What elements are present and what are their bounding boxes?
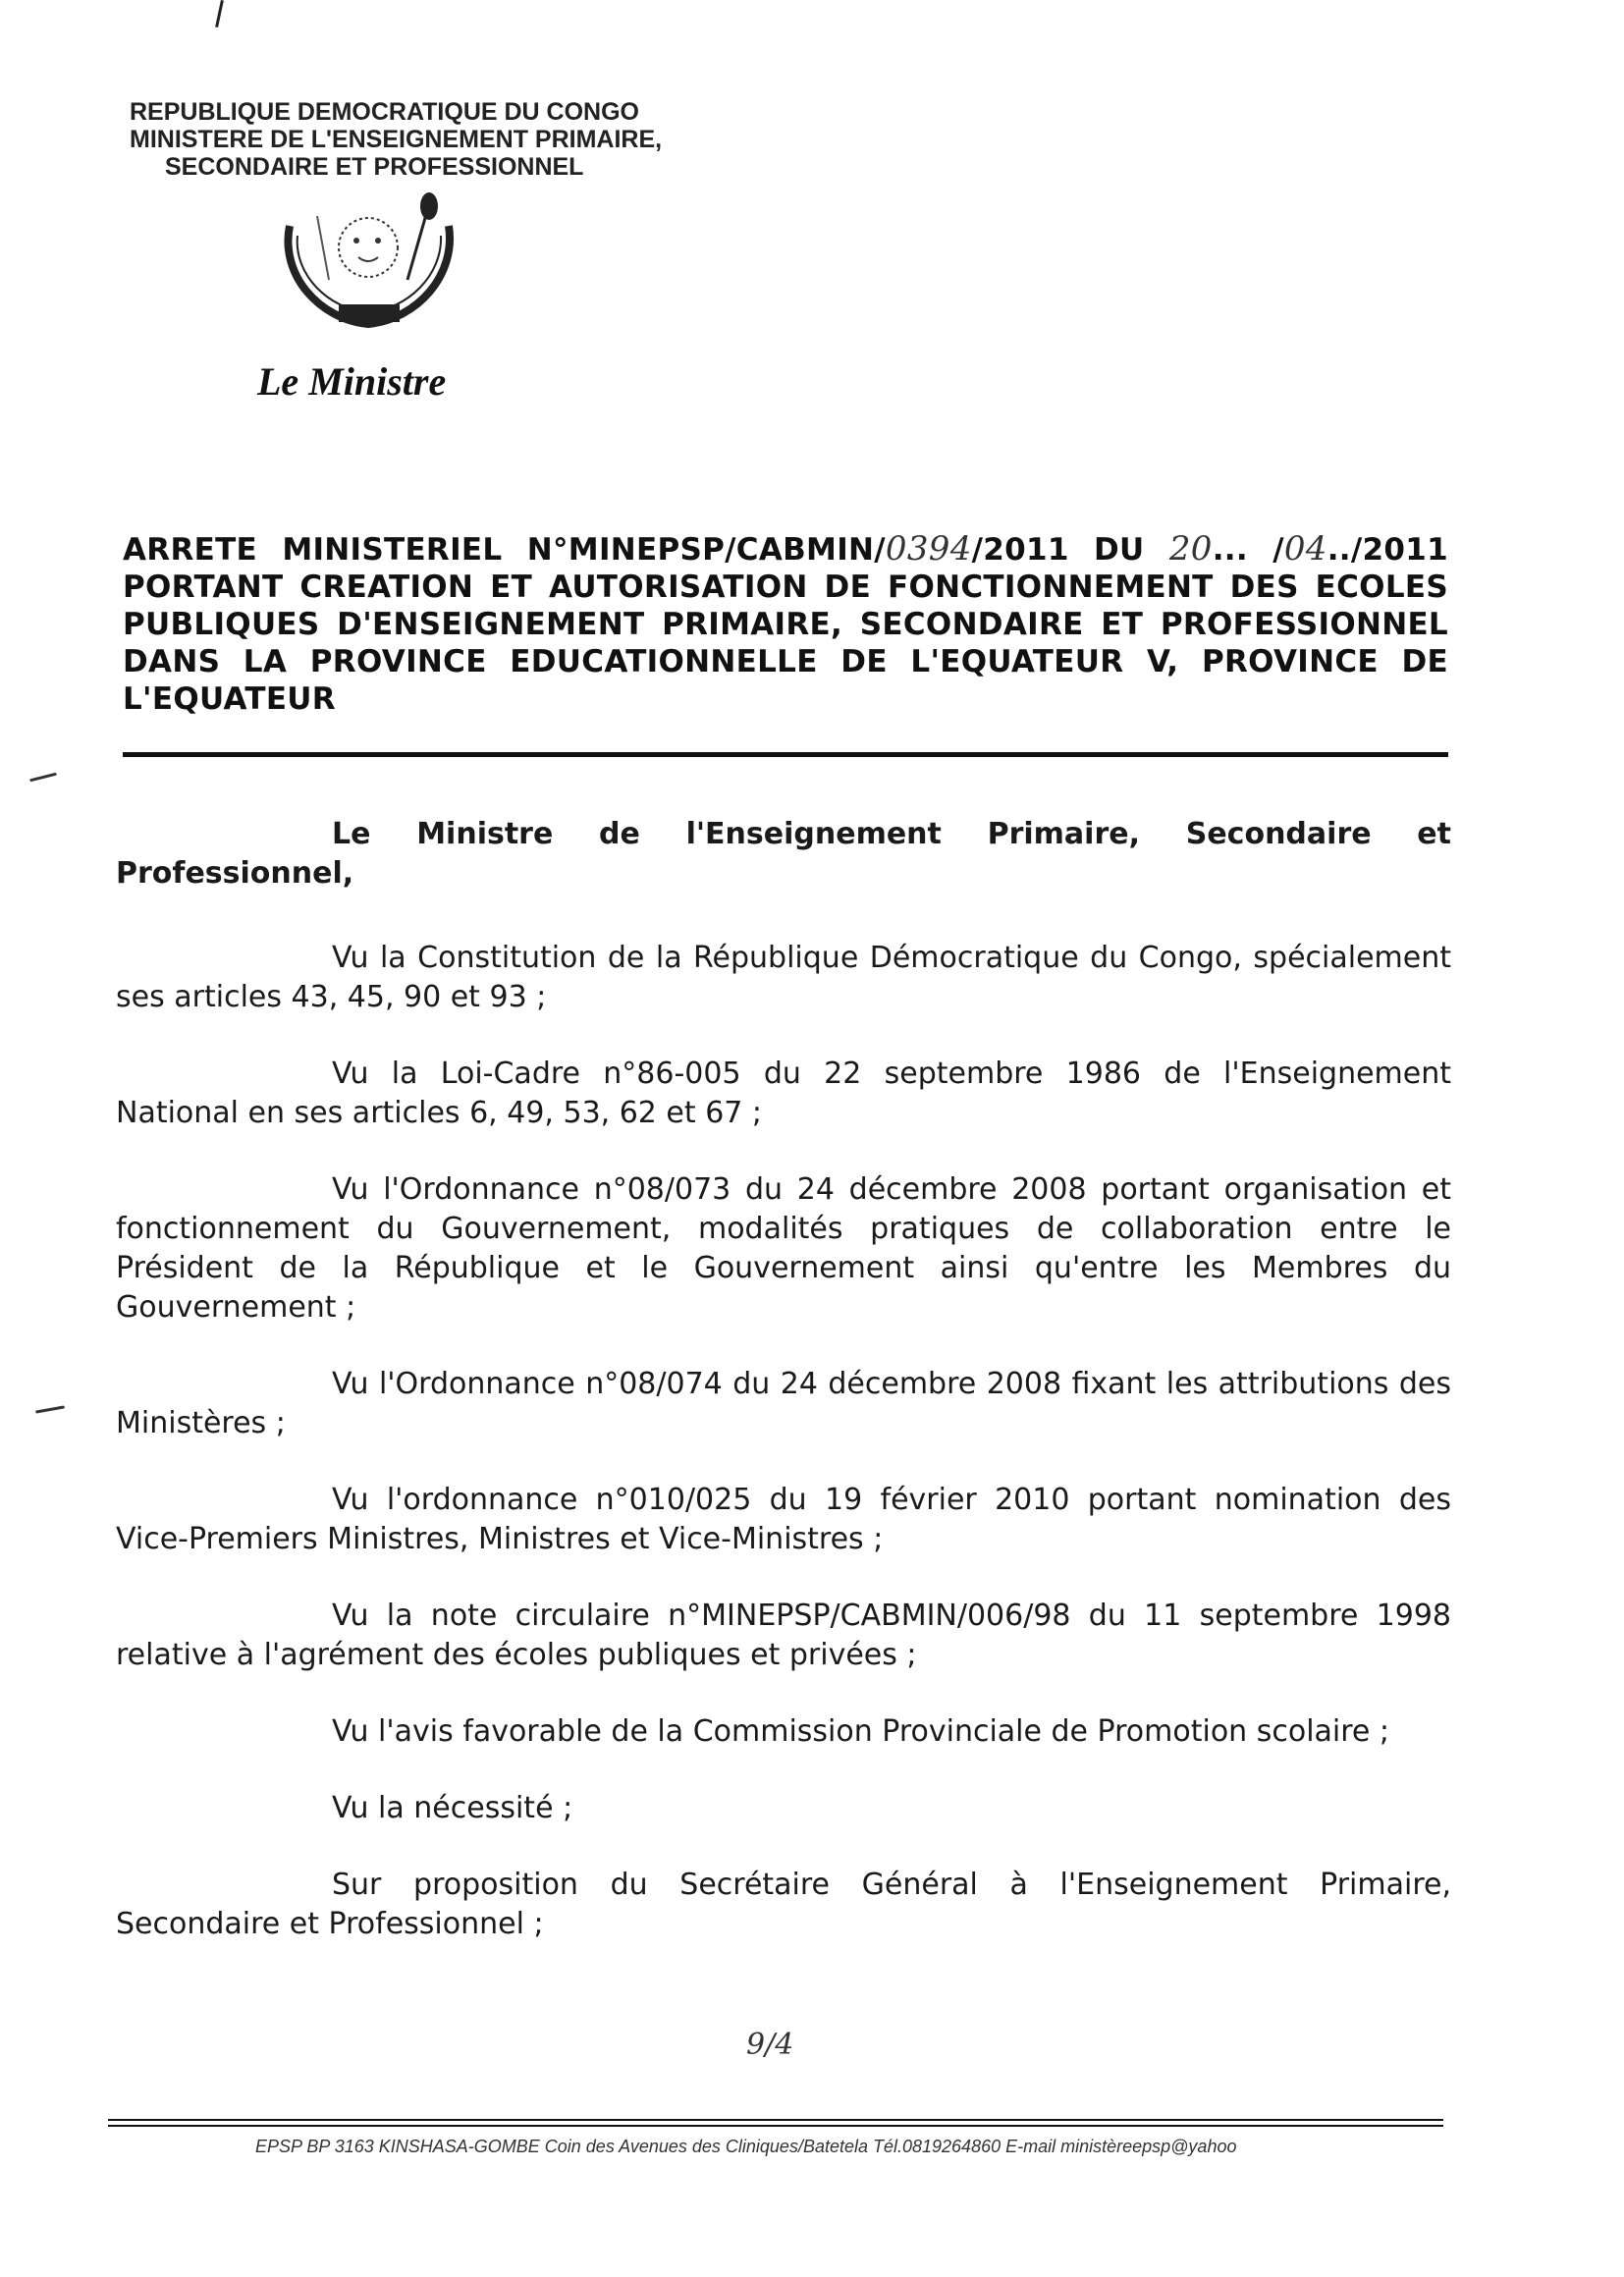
consideration-item: Sur proposition du Secrétaire Général à l'Enseignement Primaire, Secondaire et Professionnel ; <box>116 1868 1451 1941</box>
opening-statement: Le Ministre de l'Enseignement Primaire, Secondaire et Professionnel, <box>116 817 1451 891</box>
footer-address: EPSP BP 3163 KINSHASA-GOMBE Coin des Avenues des Cliniques/Batetela Tél.0819264860 E-mail ministèreepsp@yahoo <box>255 2137 1237 2156</box>
consideration-item: Vu la note circulaire n°MINEPSP/CABMIN/006/98 du 11 septembre 1998 relative à l'agrément des écoles publiques et privées ; <box>116 1599 1451 1672</box>
signatory-title: Le Ministre <box>257 359 447 404</box>
consideration-item: Vu la nécessité ; <box>332 1791 573 1825</box>
decree-title-line1: ARRETE MINISTERIEL N°MINEPSP/CABMIN/0394/2011 DU 20... /04../2011 <box>123 529 1448 569</box>
consideration-item: Vu l'avis favorable de la Commission Provinciale de Promotion scolaire ; <box>332 1714 1390 1749</box>
decree-title-line3: PUBLIQUES D'ENSEIGNEMENT PRIMAIRE, SECONDAIRE ET PROFESSIONNEL <box>123 607 1448 642</box>
decree-title-line5: L'EQUATEUR <box>123 681 336 717</box>
scan-mark-top <box>215 0 224 27</box>
footer-rule-top <box>108 2119 1443 2121</box>
coat-of-arms-seal-icon <box>260 187 486 353</box>
decree-month-handwritten: 04 <box>1283 529 1327 569</box>
footer-rule-bottom <box>108 2125 1443 2127</box>
decree-title <box>123 530 1448 718</box>
letterhead-ministry: MINISTERE DE L'ENSEIGNEMENT PRIMAIRE, <box>130 126 663 153</box>
scan-mark-left-2 <box>35 1405 65 1413</box>
letterhead-ministry-cont: SECONDAIRE ET PROFESSIONNEL <box>165 153 584 181</box>
letterhead <box>130 98 662 181</box>
consideration-item: Vu l'Ordonnance n°08/073 du 24 décembre 2008 portant organisation et fonctionnement du Gouvernement, modalités pratiques de collaboration entre le Président de la République et le Gouvernement ainsi qu'entre les Membres du Gouvernement ; <box>116 1172 1451 1325</box>
decree-title-line2: PORTANT CREATION ET AUTORISATION DE FONCTIONNEMENT DES ECOLES <box>123 569 1448 605</box>
consideration-item: Vu la Loi-Cadre n°86-005 du 22 septembre 1986 de l'Enseignement National en ses articles 6, 49, 53, 62 et 67 ; <box>116 1057 1451 1130</box>
page-mark-handwritten: 9/4 <box>746 2028 794 2062</box>
decree-title-line4: DANS LA PROVINCE EDUCATIONNELLE DE L'EQUATEUR V, PROVINCE DE <box>123 644 1448 679</box>
scan-mark-left-1 <box>29 773 57 783</box>
decree-body <box>116 815 1451 1944</box>
consideration-item: Vu l'ordonnance n°010/025 du 19 février 2010 portant nomination des Vice-Premiers Ministres, Ministres et Vice-Ministres ; <box>116 1483 1451 1556</box>
decree-number-handwritten: 0394 <box>885 529 972 569</box>
consideration-item: Vu l'Ordonnance n°08/074 du 24 décembre 2008 fixant les attributions des Ministères ; <box>116 1367 1451 1440</box>
consideration-item: Vu la Constitution de la République Démocratique du Congo, spécialement ses articles 43, 45, 90 et 93 ; <box>116 941 1451 1014</box>
title-underline <box>123 752 1448 757</box>
decree-day-handwritten: 20 <box>1168 529 1213 569</box>
letterhead-country: REPUBLIQUE DEMOCRATIQUE DU CONGO <box>130 98 639 126</box>
